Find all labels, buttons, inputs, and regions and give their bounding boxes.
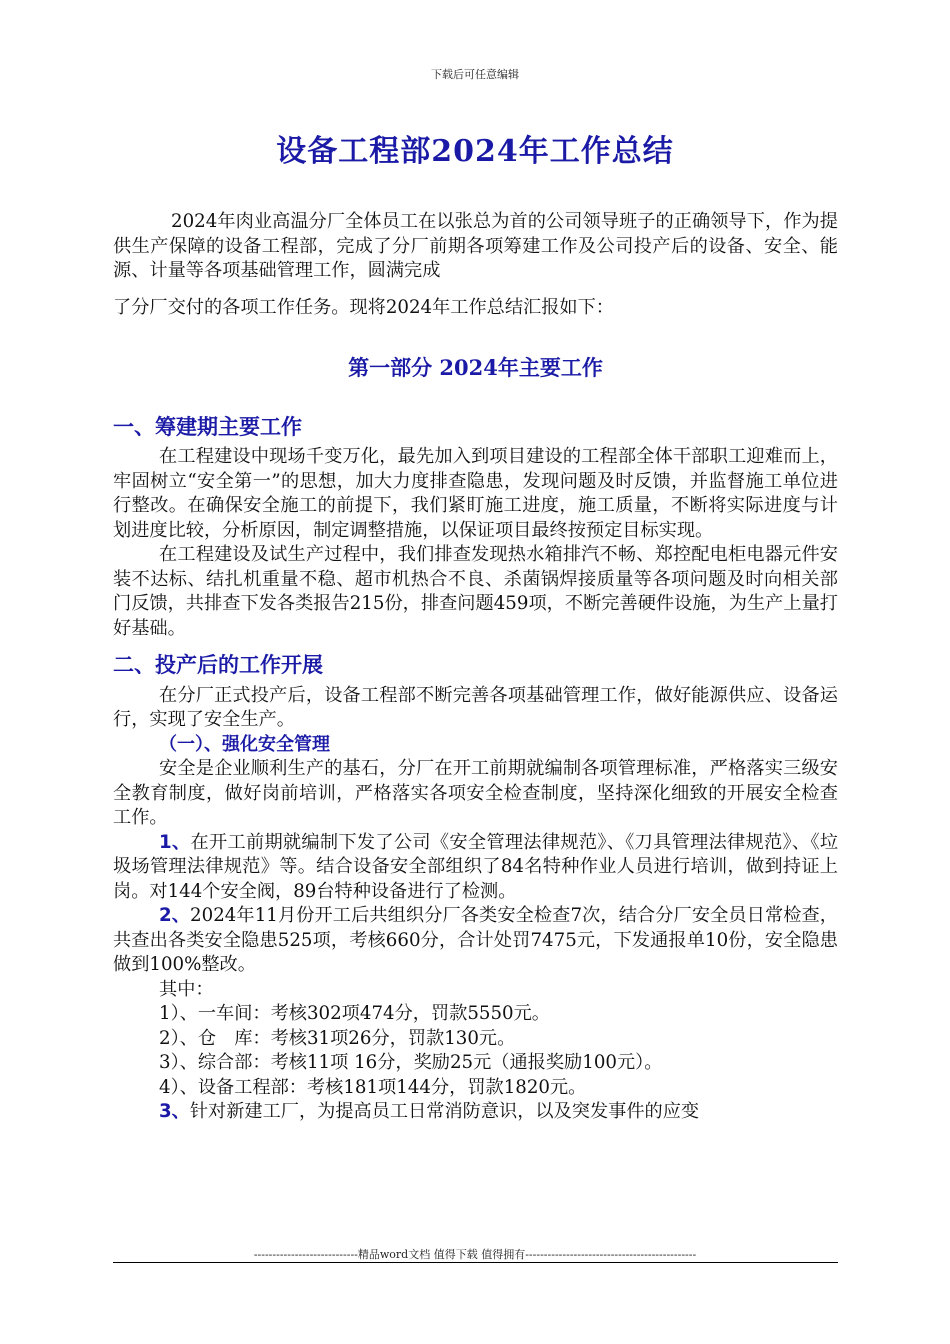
section-heading-1: 一、筹建期主要工作 bbox=[113, 414, 302, 439]
item-number: 1、 bbox=[159, 831, 191, 853]
penalty-item: 3）、综合部：考核11项 16分，奖励25元（通报奖励100元）。 bbox=[159, 1052, 663, 1073]
among-label: 其中： bbox=[159, 978, 214, 1000]
part-title: 第一部分 2024年主要工作 bbox=[348, 355, 603, 380]
subsection-heading: （一）、强化安全管理 bbox=[159, 733, 330, 755]
item-text: 针对新建工厂，为提高员工日常消防意识，以及突发事件的应变 bbox=[189, 1101, 700, 1122]
intro-paragraph-end: 了分厂交付的各项工作任务。现将2024年工作总结汇报如下： bbox=[113, 296, 614, 318]
header-note: 下载后可任意编辑 bbox=[431, 68, 519, 81]
document-body bbox=[113, 210, 838, 1125]
section1-paragraph-1: 在工程建设中现场千变万化，最先加入到项目建设的工程部全体干部职工迎难而上，牢固树立“安全第一”的思想，加大力度排查隐患，发现问题及时反馈，并监督施工单位进行整改。在确保安全施工的前提下，我们紧盯施工进度，施工质量，不断将实际进度与计划进度比较，分析原因，制定调整措施，以保证项目最终按预定目标实现。 bbox=[113, 446, 838, 541]
list-item-3 bbox=[113, 1100, 838, 1125]
section2-paragraph-2: 安全是企业顺利生产的基石，分厂在开工前期就编制各项管理标准，严格落实三级安全教育制度，做好岗前培训，严格落实各项安全检查制度，坚持深化细致的开展安全检查工作。 bbox=[113, 758, 838, 828]
list-item-2 bbox=[113, 904, 838, 978]
intro-paragraph: 2024年肉业高温分厂全体员工在以张总为首的公司领导班子的正确领导下，作为提供生产保障的设备工程部，完成了分厂前期各项筹建工作及公司投产后的设备、安全、能源、计量等各项基础管理工作，圆满完成 bbox=[113, 211, 838, 281]
section1-paragraph-2: 在工程建设及试生产过程中，我们排查发现热水箱排汽不畅、郑控配电柜电器元件安装不达标、结扎机重量不稳、超市机热合不良、杀菌锅焊接质量等各项问题及时向相关部门反馈，共排查下发各类报告215份，排查问题459项，不断完善硬件设施，为生产上量打好基础。 bbox=[113, 544, 838, 639]
penalty-item: 2）、仓 库：考核31项26分，罚款130元。 bbox=[159, 1027, 516, 1049]
item-text: 在开工前期就编制下发了公司《安全管理法律规范》、《刀具管理法律规范》、《垃圾场管理法律规范》等。结合设备安全部组织了84名特种作业人员进行培训，做到持证上岗。对144个安全阀，89台特种设备进行了检测。 bbox=[113, 831, 839, 902]
footer-divider bbox=[113, 1262, 838, 1263]
item-number: 3、 bbox=[159, 1101, 190, 1122]
item-number: 2、 bbox=[159, 905, 191, 926]
list-item-1 bbox=[113, 831, 838, 905]
section-heading-2: 二、投产后的工作开展 bbox=[113, 653, 323, 677]
penalty-item: 1）、一车间：考核302项474分，罚款5550元。 bbox=[159, 1003, 550, 1024]
footer-text: ----------------------------精品word文档 值得下载 值得拥有---------------------------------------------- bbox=[253, 1248, 697, 1261]
item-text: 2024年11月份开工后共组织分厂各类安全检查7次，结合分厂安全员日常检查，共查出各类安全隐患525项，考核660分，合计处罚7475元，下发通报单10份，安全隐患做到100%整改。 bbox=[113, 905, 838, 975]
penalty-item: 4）、设备工程部：考核181项144分，罚款1820元。 bbox=[159, 1076, 587, 1098]
document-title: 设备工程部2024年工作总结 bbox=[276, 134, 674, 169]
section2-paragraph-1: 在分厂正式投产后，设备工程部不断完善各项基础管理工作，做好能源供应、设备运行，实现了安全生产。 bbox=[113, 684, 838, 730]
